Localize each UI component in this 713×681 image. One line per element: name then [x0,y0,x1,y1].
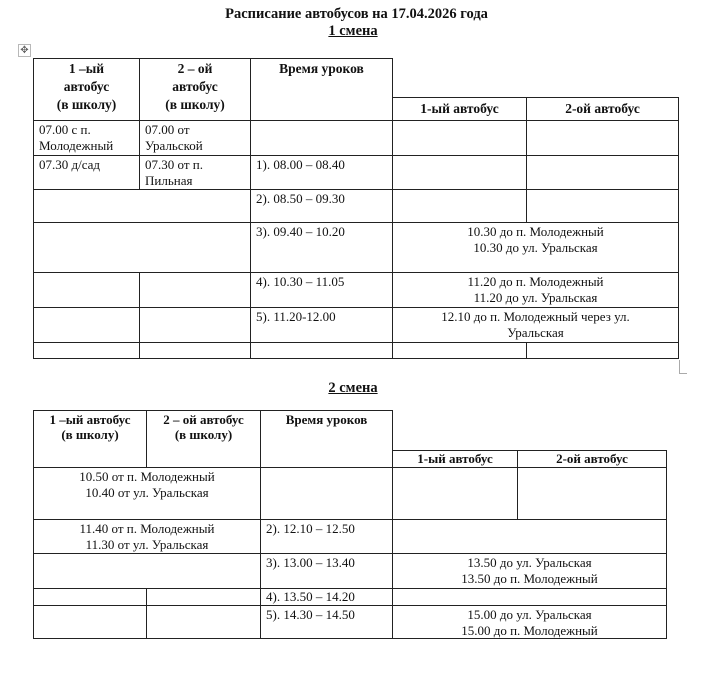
cell-text: 10.30 до ул. Уральская [473,240,598,255]
table-cell [392,467,518,520]
lesson-time-cell: 3). 09.40 – 10.20 [250,222,393,273]
cell-text: Молодежный [39,138,114,153]
table-cell [139,120,251,156]
header-text: автобус [63,79,110,94]
cell-text: 13.50 до ул. Уральская [467,555,592,570]
cell-text: 15.00 до ул. Уральская [467,607,592,622]
lesson-time-cell: 4). 10.30 – 11.05 [250,272,393,308]
lesson-time-cell: 5). 14.30 – 14.50 [260,605,393,639]
cell-text: Уральская [507,325,564,340]
lesson-time-cell: 2). 08.50 – 09.30 [250,189,393,223]
header-text: (в школу) [174,427,233,442]
header-text: (в школу) [61,427,119,442]
table-cell [526,120,679,156]
return-schedule-cell [392,553,667,589]
cell-text: 11.40 от п. Молодежный [79,521,215,536]
lesson-time-cell: 5). 11.20-12.00 [250,307,393,343]
lesson-time-cell: 4). 13.50 – 14.20 [260,588,393,606]
cell-text: 12.10 до п. Молодежный через ул. [441,309,630,324]
lesson-time-cell [260,467,393,520]
header-text: 1 –ый автобус [49,412,131,427]
document-title: Расписание автобусов на 17.04.2026 года [225,6,488,22]
cell-text: 10.40 от ул. Уральская [85,485,209,500]
table-cell [33,342,140,359]
table-cell [392,155,527,190]
table-cell [33,120,140,156]
table-cell [33,272,140,308]
header-lesson-times [250,58,393,121]
cell-text: 15.00 до п. Молодежный [461,623,598,638]
end-of-cell-mark [679,360,687,374]
table-cell [250,120,393,156]
table-cell-merged [33,553,261,589]
cell-text: Уральской [145,138,203,153]
table-cell [526,342,679,359]
table-cell [146,588,261,606]
table-cell [250,342,393,359]
header-bus1-to-school [33,410,147,468]
header-bus2-return: 2-ой автобус [517,450,667,468]
table-cell-merged [33,189,251,223]
table-cell [146,605,261,639]
header-text: Время уроков [279,61,364,76]
cell-text: 07.00 от [145,122,190,137]
header-bus1-return: 1-ый автобус [392,450,518,468]
move-arrows-icon[interactable]: ✥ [18,44,31,57]
table-cell [139,272,251,308]
cell-text: 10.50 от п. Молодежный [79,469,215,484]
header-text: (в школу) [56,97,117,112]
return-schedule-cell [392,605,667,639]
header-text: 1 –ый [68,61,105,76]
cell-text: 11.20 до ул. Уральская [473,290,598,305]
table-cell [139,307,251,343]
cell-text: 13.50 до п. Молодежный [461,571,598,586]
table-cell-merged [33,222,251,273]
table-cell [139,155,251,190]
header-bus2-to-school [139,58,251,121]
header-text: (в школу) [165,97,225,112]
table-cell [392,189,527,223]
table-cell [139,342,251,359]
cell-text: 07.00 с п. [39,122,91,137]
cell-text: 07.30 д/сад [39,157,101,172]
shift1-heading: 1 смена [328,23,378,39]
header-text: Время уроков [285,412,368,427]
table-cell [33,155,140,190]
cell-text: 11.30 от ул. Уральская [85,537,209,552]
header-lesson-times [260,410,393,468]
table-cell [33,307,140,343]
header-text: автобус [172,79,218,94]
return-schedule-cell [392,588,667,606]
header-bus1-to-school [33,58,140,121]
cell-text: Пильная [145,173,193,188]
lesson-time-cell: 1). 08.00 – 08.40 [250,155,393,190]
table-cell [526,155,679,190]
table-cell [33,588,147,606]
header-bus2-to-school [146,410,261,468]
return-schedule-cell [392,272,679,308]
table-cell [392,120,527,156]
cell-text: 07.30 от п. [145,157,203,172]
table-cell [33,605,147,639]
return-schedule-cell [392,307,679,343]
cell-text: 11.20 до п. Молодежный [467,274,604,289]
table-cell [526,189,679,223]
shift2-heading: 2 смена [328,380,378,396]
return-schedule-cell [392,519,667,554]
header-bus1-return: 1-ый автобус [392,97,527,121]
lesson-time-cell: 3). 13.00 – 13.40 [260,553,393,589]
header-bus2-return: 2-ой автобус [526,97,679,121]
table-cell [517,467,667,520]
table-cell-merged [33,519,261,554]
lesson-time-cell: 2). 12.10 – 12.50 [260,519,393,554]
header-text: 2 – ой автобус [163,412,244,427]
table-cell [392,342,527,359]
table-cell-merged [33,467,261,520]
header-text: 2 – ой [177,61,213,76]
return-schedule-cell [392,222,679,273]
cell-text: 10.30 до п. Молодежный [467,224,604,239]
